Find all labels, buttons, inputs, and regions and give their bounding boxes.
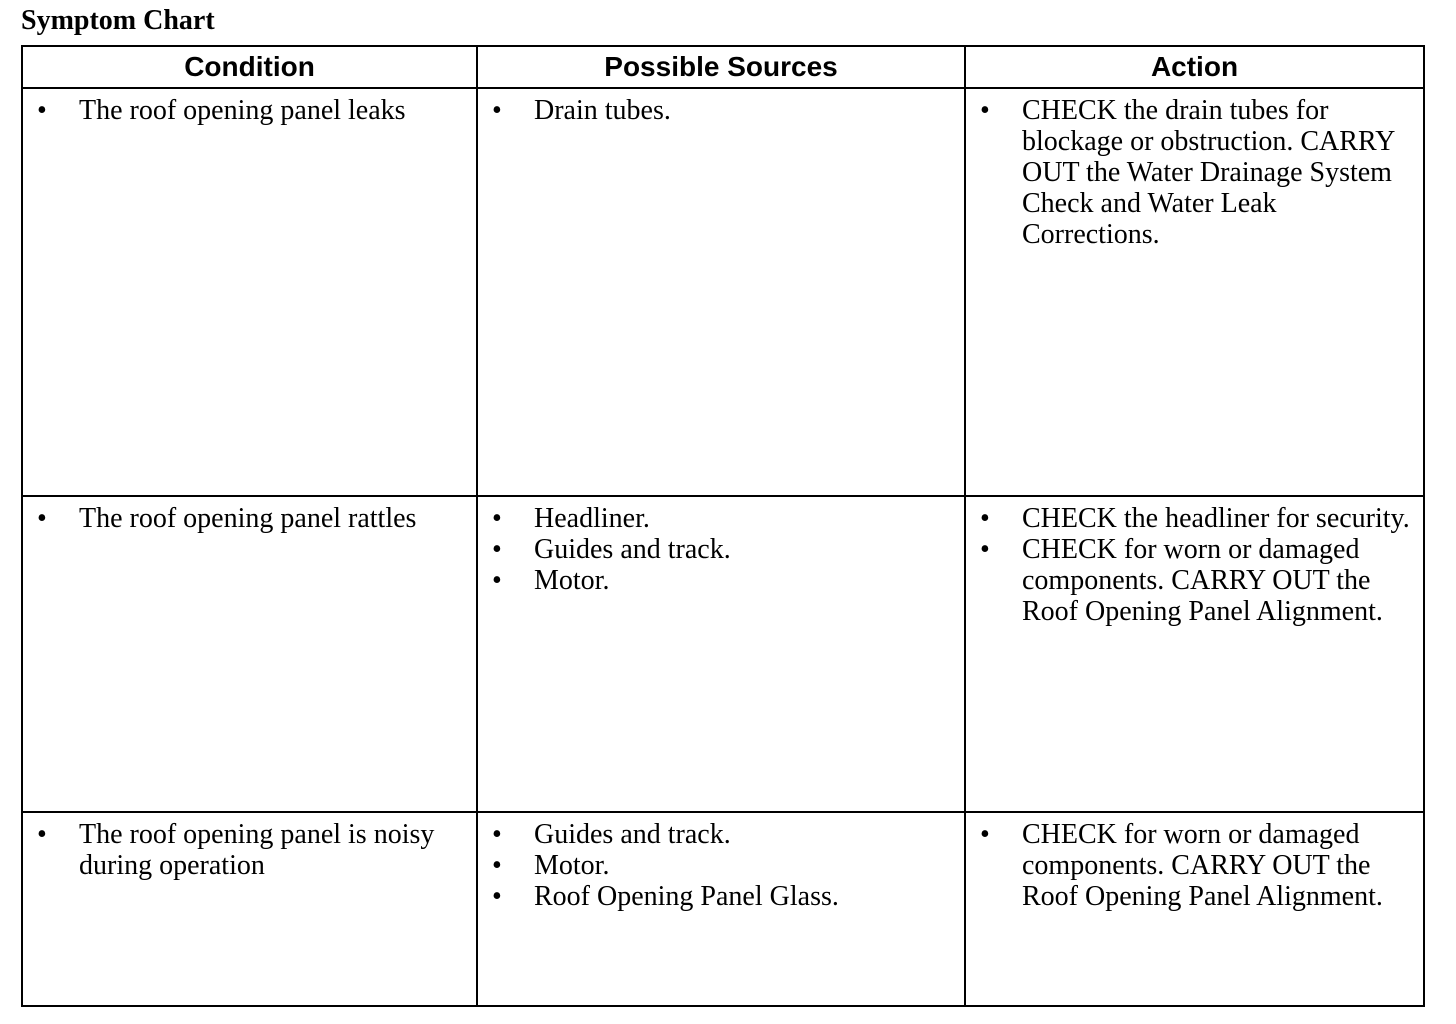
action-cell — [965, 88, 1424, 496]
condition-item: • The roof opening panel leaks — [33, 95, 466, 126]
action-cell — [965, 496, 1424, 812]
action-item: • CHECK for worn or damaged components. CARRY OUT the Roof Opening Panel Alignment. — [976, 534, 1413, 627]
action-item: • CHECK the drain tubes for blockage or obstruction. CARRY OUT the Water Drainage System Check and Water Leak Corrections. — [976, 95, 1413, 250]
condition-item: • The roof opening panel rattles — [33, 503, 466, 534]
column-header-action: Action — [965, 46, 1424, 88]
condition-item: • The roof opening panel is noisy during operation — [33, 819, 466, 881]
source-item: • Guides and track. — [488, 534, 954, 565]
page-title: Symptom Chart — [21, 5, 215, 36]
symptom-table — [21, 45, 1425, 1007]
column-header-possible-sources: Possible Sources — [477, 46, 965, 88]
condition-cell — [22, 812, 477, 1006]
source-item: • Motor. — [488, 565, 954, 596]
source-item: • Headliner. — [488, 503, 954, 534]
condition-cell — [22, 88, 477, 496]
action-item: • CHECK for worn or damaged components. CARRY OUT the Roof Opening Panel Alignment. — [976, 819, 1413, 912]
action-cell — [965, 812, 1424, 1006]
source-item: • Drain tubes. — [488, 95, 954, 126]
source-item: • Guides and track. — [488, 819, 954, 850]
source-item: • Motor. — [488, 850, 954, 881]
table-header-row — [22, 46, 1424, 88]
condition-cell — [22, 496, 477, 812]
sources-cell — [477, 812, 965, 1006]
sources-cell — [477, 88, 965, 496]
table-row — [22, 812, 1424, 1006]
source-item: • Roof Opening Panel Glass. — [488, 881, 954, 912]
column-header-condition: Condition — [22, 46, 477, 88]
table-row — [22, 496, 1424, 812]
action-item: • CHECK the headliner for security. — [976, 503, 1413, 534]
table-row — [22, 88, 1424, 496]
sources-cell — [477, 496, 965, 812]
